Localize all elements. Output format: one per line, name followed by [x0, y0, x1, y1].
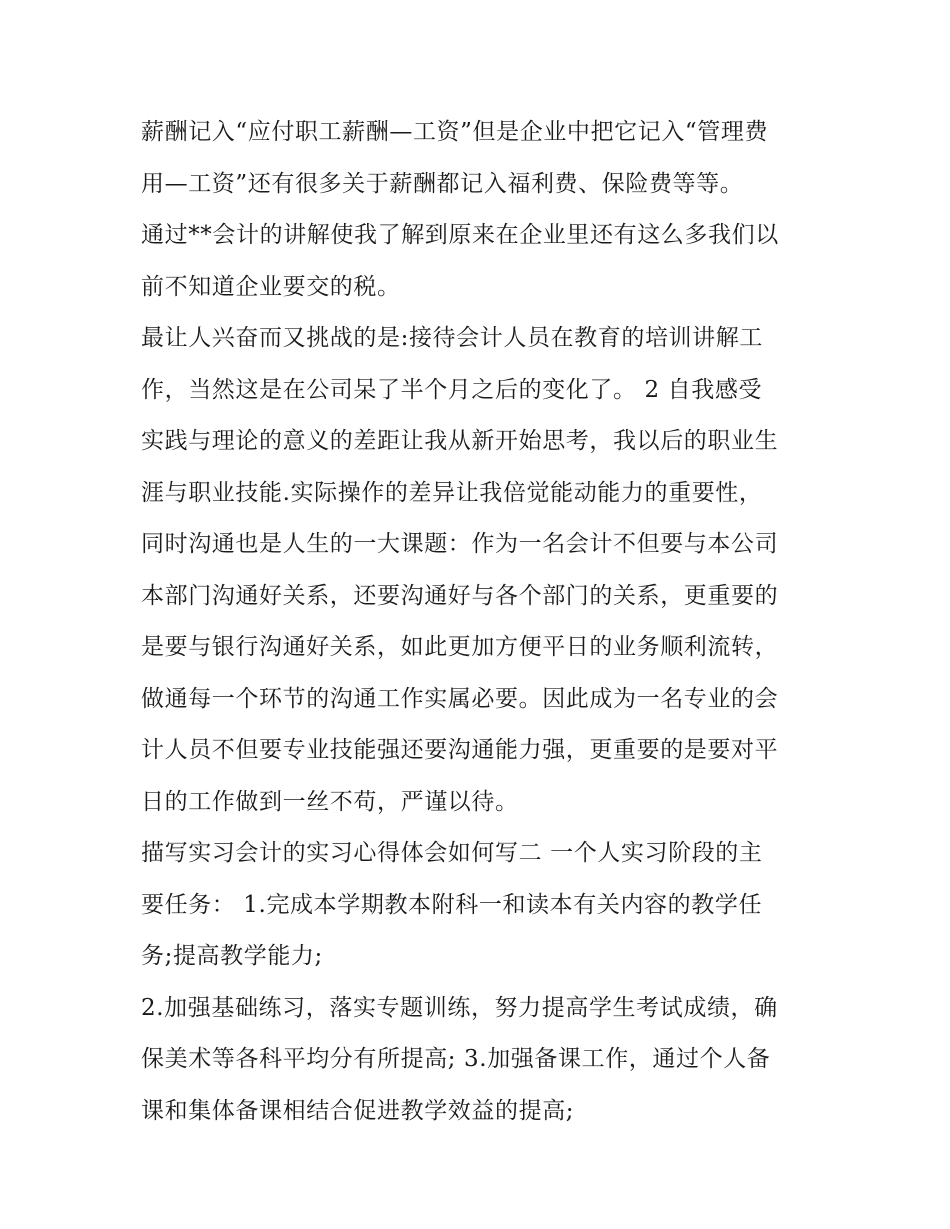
text-line: 最让人兴奋而又挑战的是:接待会计人员在教育的培训讲解工 — [141, 325, 763, 351]
text-line: 涯与职业技能.实际操作的差异让我倍觉能动能力的重要性， — [141, 479, 763, 506]
text-line: 通过**会计的讲解使我了解到原来在企业里还有这么多我们以 — [141, 222, 779, 248]
text-line: 实践与理论的意义的差距让我从新开始思考，我以后的职业生 — [141, 428, 779, 454]
text-line: 描写实习会计的实习心得体会如何写二 一个人实习阶段的主 — [141, 840, 763, 866]
text-line: 是要与银行沟通好关系，如此更加方便平日的业务顺利流转， — [141, 634, 779, 660]
text-line: 计人员不但要专业技能强还要沟通能力强，更重要的是要对平 — [141, 737, 779, 763]
text-line: 课和集体备课相结合促进教学效益的提高; — [141, 1097, 575, 1124]
text-line: 作，当然这是在公司呆了半个月之后的变化了。 2 自我感受 — [141, 376, 763, 403]
text-line: 同时沟通也是人生的一大课题：作为一名会计不但要与本公司 — [141, 531, 779, 557]
text-line: 前不知道企业要交的税。 — [141, 273, 401, 300]
document-body — [141, 107, 821, 1137]
text-line: 要任务： 1.完成本学期教本附科一和读本有关内容的教学任 — [141, 891, 763, 918]
text-line: 2.加强基础练习，落实专题训练，努力提高学生考试成绩，确 — [141, 994, 778, 1021]
text-line: 保美术等各科平均分有所提高; 3.加强备课工作，通过个人备 — [141, 1046, 771, 1072]
text-line: 做通每一个环节的沟通工作实属必要。因此成为一名专业的会 — [141, 685, 779, 712]
text-line: 务;提高教学能力; — [141, 943, 323, 969]
text-line: 薪酬记入“应付职工薪酬—工资”但是企业中把它记入“管理费 — [141, 119, 769, 145]
text-line: 日的工作做到一丝不苟，严谨以待。 — [141, 788, 519, 815]
text-line: 用—工资”还有很多关于薪酬都记入福利费、保险费等等。 — [141, 170, 744, 197]
text-line: 本部门沟通好关系，还要沟通好与各个部门的关系，更重要的 — [141, 582, 779, 609]
